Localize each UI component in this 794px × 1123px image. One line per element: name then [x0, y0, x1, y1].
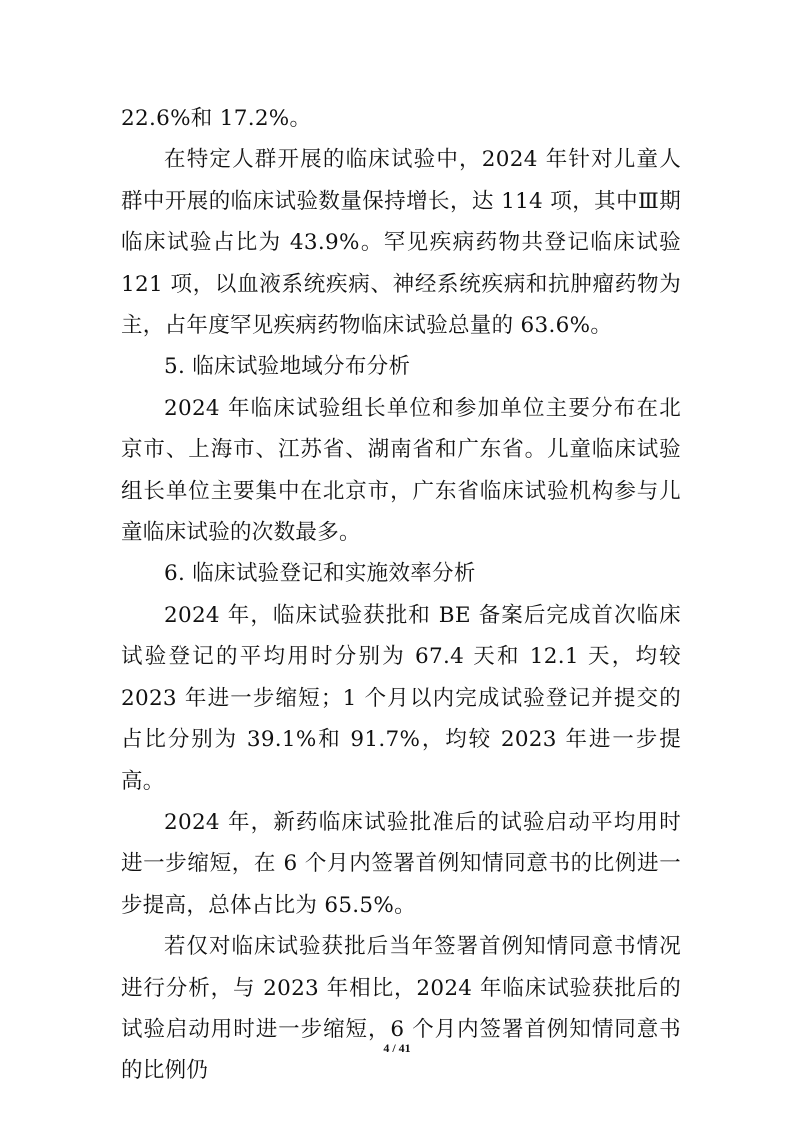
paragraph-same-year-analysis: 若仅对临床试验获批后当年签署首例知情同意书情况进行分析，与 2023 年相比，2024 年临床试验获批后的试验启动用时进一步缩短，6 个月内签署首例知情同意书的比例仍 — [121, 934, 681, 1084]
section-heading-registration-efficiency: 6. 临床试验登记和实施效率分析 — [164, 561, 476, 587]
page-number: 4 / 41 — [383, 1041, 411, 1055]
paragraph-regional-distribution: 2024 年临床试验组长单位和参加单位主要分布在北京市、上海市、江苏省、湖南省和广东省。儿童临床试验组长单位主要集中在北京市，广东省临床试验机构参与儿童临床试验的次数最多。 — [121, 395, 681, 546]
paragraph-specific-populations: 在特定人群开展的临床试验中，2024 年针对儿童人群中开展的临床试验数量保持增长，达 114 项，其中Ⅲ期临床试验占比为 43.9%。罕见疾病药物共登记临床试验 121 项，以血液系统疾病、神经系统疾病和抗肿瘤药物为主，占年度罕见疾病药物临床试验总量的 63.6%。 — [121, 147, 681, 339]
body-text — [121, 98, 681, 1092]
section-heading-regional-distribution: 5. 临床试验地域分布分析 — [164, 354, 411, 380]
paragraph-continuation: 22.6%和 17.2%。 — [121, 106, 312, 131]
paragraph-registration-time: 2024 年，临床试验获批和 BE 备案后完成首次临床试验登记的平均用时分别为 67.4 天和 12.1 天，均较 2023 年进一步缩短；1 个月以内完成试验登记并提交的占比分别为 39.1%和 91.7%，均较 2023 年进一步提高。 — [121, 602, 681, 794]
paragraph-trial-start-time: 2024 年，新药临床试验批准后的试验启动平均用时进一步缩短，在 6 个月内签署首例知情同意书的比例进一步提高，总体占比为 65.5%。 — [121, 809, 681, 918]
